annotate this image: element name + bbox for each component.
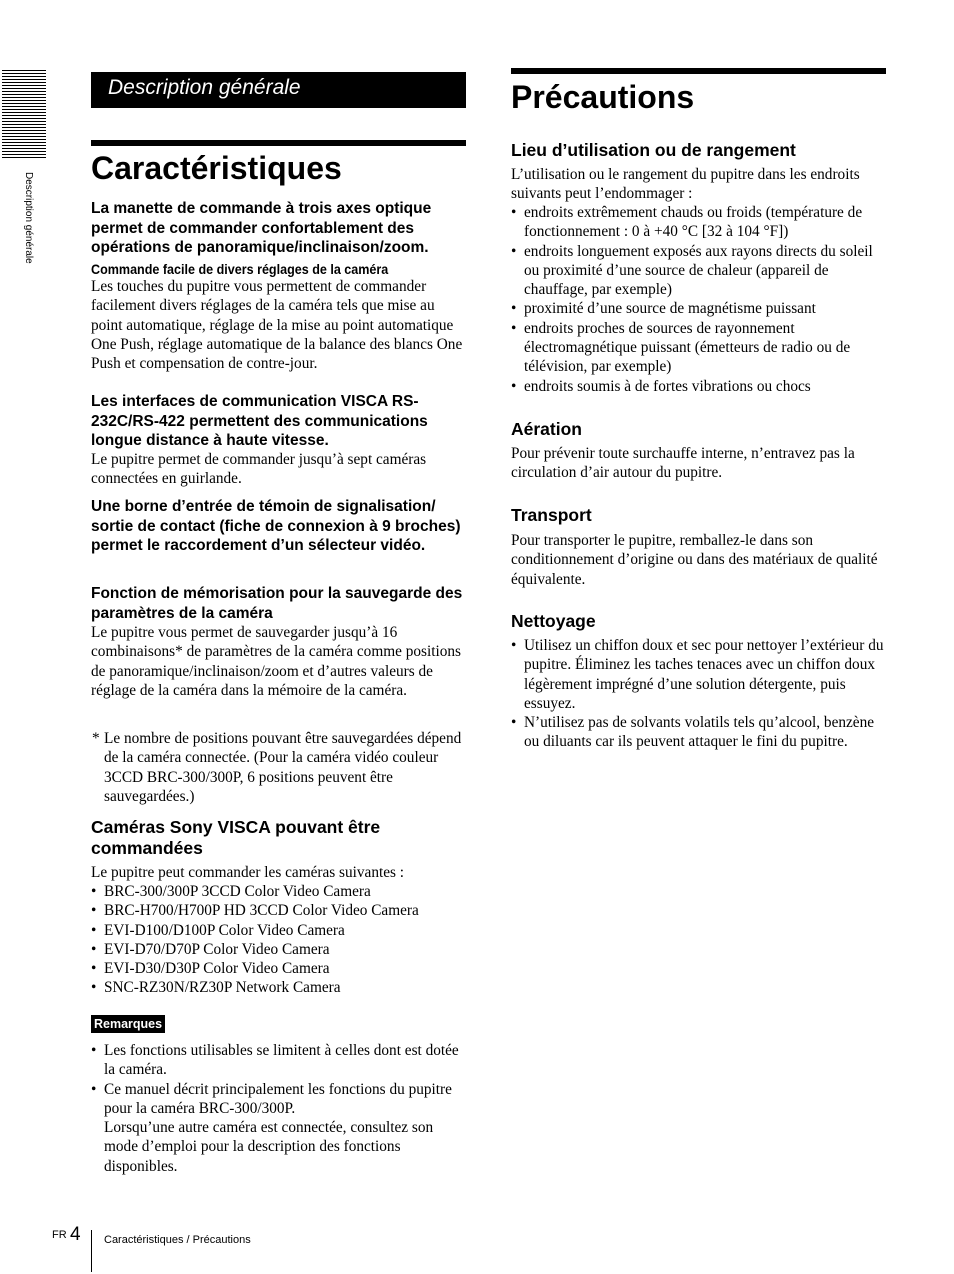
aeration-heading: Aération <box>511 419 582 439</box>
side-section-label: Description générale <box>23 172 34 264</box>
footer-page-number: 4 <box>70 1224 81 1245</box>
list-item: • Les fonctions utilisables se limitent à celles dont est dotée la caméra. <box>91 1041 466 1080</box>
list-item: • endroits longuement exposés aux rayons directs du soleil ou proximité d’une source de chaleur (appareil de chauffage, par exemple) <box>511 242 886 300</box>
feature-heading-memoire: Fonction de mémorisation pour la sauvegarde des paramètres de la caméra <box>91 585 463 622</box>
list-item: • EVI-D100/D100P Color Video Camera <box>91 921 466 940</box>
feature-body-visca: Le pupitre permet de commander jusqu’à sept caméras connectées en guirlande. <box>91 451 427 488</box>
feature-heading-visca: Les interfaces de communication VISCA RS-232C/RS-422 permettent des communications longue distance à haute vitesse. <box>91 393 428 449</box>
feature-heading-reglages: Commande facile de divers réglages de la caméra <box>91 262 389 277</box>
nettoyage-list <box>511 636 886 752</box>
footer-divider <box>91 1230 92 1272</box>
list-item: • Ce manuel décrit principalement les fonctions du pupitre pour la caméra BRC-300/300P. <box>91 1080 466 1119</box>
title-rule-right <box>511 68 886 74</box>
cameras-heading: Caméras Sony VISCA pouvant être commandées <box>91 817 381 858</box>
list-item: • BRC-300/300P 3CCD Color Video Camera <box>91 882 466 901</box>
remarks-badge: Remarques <box>91 1015 165 1033</box>
cameras-intro: Le pupitre peut commander les caméras suivantes : <box>91 864 405 881</box>
page-title-caracteristiques: Caractéristiques <box>91 150 342 186</box>
list-item: • EVI-D70/D70P Color Video Camera <box>91 940 466 959</box>
footnote <box>91 729 466 806</box>
title-rule-left <box>91 140 466 146</box>
aeration-body: Pour prévenir toute surchauffe interne, n’entravez pas la circulation d’air autour du pupitre. <box>511 445 855 482</box>
list-item: • endroits proches de sources de rayonnement électromagnétique puissant (émetteurs de radio ou de télévision, par exemple) <box>511 319 886 377</box>
list-item: • proximité d’une source de magnétisme puissant <box>511 299 886 318</box>
list-item: • EVI-D30/D30P Color Video Camera <box>91 959 466 978</box>
section-tab-marker <box>0 70 46 158</box>
footer-running-title: Caractéristiques / Précautions <box>104 1234 251 1246</box>
list-item: • endroits extrêmement chauds ou froids (température de fonctionnement : 0 à +40 °C [32 à 104 °F]) <box>511 203 886 242</box>
lieu-heading: Lieu d’utilisation ou de rangement <box>511 140 796 160</box>
nettoyage-heading: Nettoyage <box>511 611 596 631</box>
remarks-list <box>91 1041 466 1118</box>
remarks-continuation: Lorsqu’une autre caméra est connectée, consultez son mode d’emploi pour la description des fonctions disponibles. <box>104 1119 434 1175</box>
feature-body-memoire: Le pupitre vous permet de sauvegarder jusqu’à 16 combinaisons* de paramètres de la caméra comme positions de panoramique/inclinaison/zoom et d’autres valeurs de réglage de la caméra dans la mémoire de la caméra. <box>91 624 461 699</box>
list-item: • BRC-H700/H700P HD 3CCD Color Video Camera <box>91 901 466 920</box>
transport-body: Pour transporter le pupitre, remballez-le dans son conditionnement d’origine ou dans des matériaux de qualité équivalente. <box>511 532 878 588</box>
footnote-item: * Le nombre de positions pouvant être sauvegardées dépend de la caméra connectée. (Pour la caméra vidéo couleur 3CCD BRC-300/300P, 6 positions peuvent être sauvegardées.) <box>91 729 466 806</box>
list-item: • Utilisez un chiffon doux et sec pour nettoyer l’extérieur du pupitre. Éliminez les taches tenaces avec un chiffon doux légèrement imprégné d’une solution détergente, puis essuyez. <box>511 636 886 713</box>
lieu-intro: L’utilisation ou le rangement du pupitre dans les endroits suivants peut l’endommager : <box>511 166 860 203</box>
feature-body-reglages: Les touches du pupitre vous permettent de commander facilement divers réglages de la caméra tels que mise au point automatique, réglage de la mise au point automatique One Push, réglage automatique de la balance des blancs One Push et compensation de contre-jour. <box>91 278 463 373</box>
transport-heading: Transport <box>511 505 592 525</box>
section-banner: Description générale <box>91 72 466 108</box>
lieu-list <box>511 203 886 396</box>
list-item: • endroits soumis à de fortes vibrations ou chocs <box>511 377 886 396</box>
feature-heading-borne: Une borne d’entrée de témoin de signalisation/ sortie de contact (fiche de connexion à 9 broches) permet le raccordement d’un sélecteur vidéo. <box>91 498 461 554</box>
cameras-list <box>91 882 466 998</box>
footer-language: FR <box>52 1229 67 1241</box>
list-item: • N’utilisez pas de solvants volatils tels qu’alcool, benzène ou diluants car ils peuvent attaquer le fini du pupitre. <box>511 713 886 752</box>
page-title-precautions: Précautions <box>511 79 695 115</box>
list-item: • SNC-RZ30N/RZ30P Network Camera <box>91 978 466 997</box>
intro-heading: La manette de commande à trois axes optique permet de commander confortablement des opérations de panoramique/inclinaison/zoom. <box>91 200 432 256</box>
